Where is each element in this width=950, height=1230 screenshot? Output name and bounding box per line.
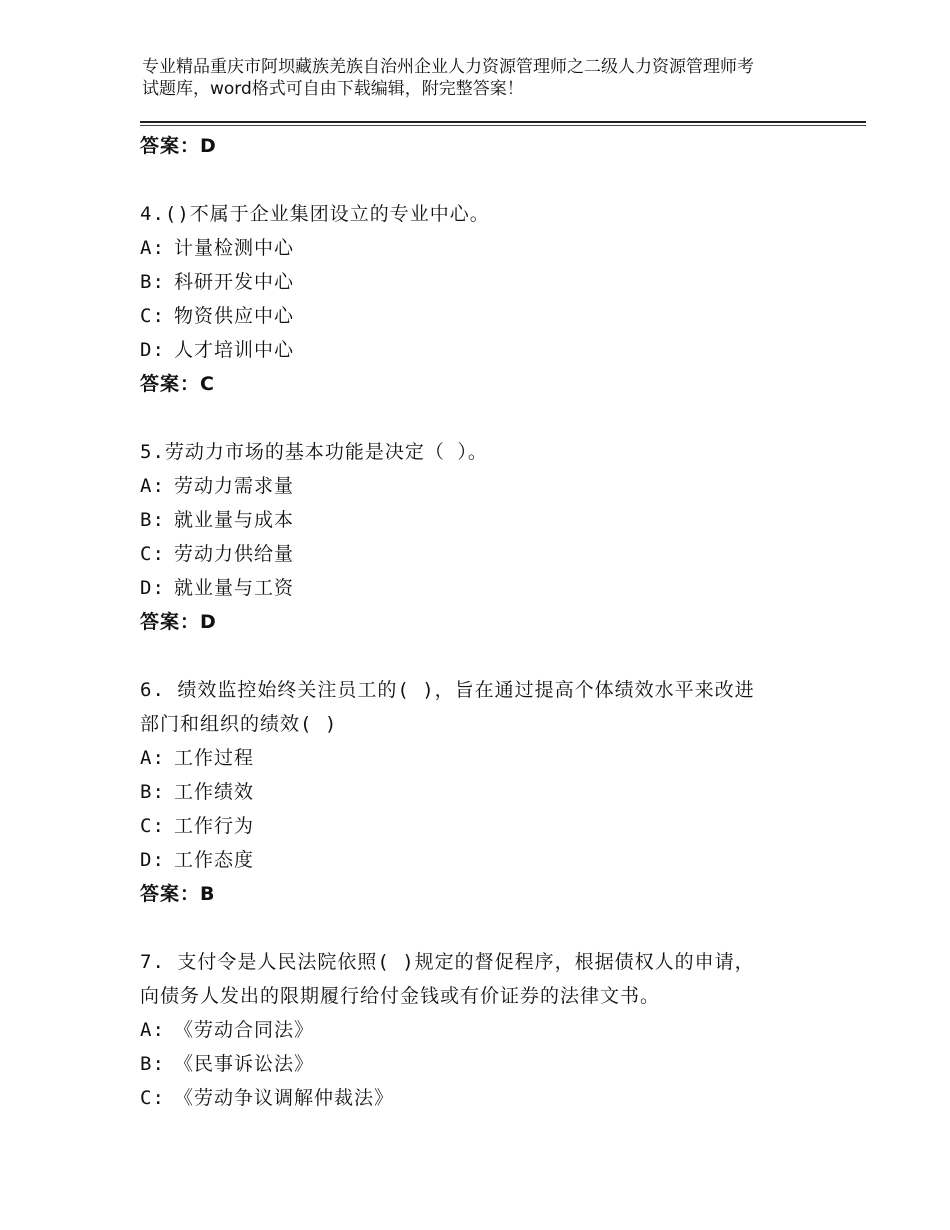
question-block: [140, 197, 860, 401]
spacer: [140, 639, 860, 673]
option-a: [140, 469, 860, 503]
option-letter: C:: [140, 543, 165, 565]
option-a: [140, 741, 860, 775]
spacer: [140, 401, 860, 435]
option-text: 就业量与工资: [174, 577, 295, 599]
option-text: 人才培训中心: [174, 339, 295, 361]
option-text: 《民事诉讼法》: [174, 1053, 315, 1075]
page-header: [142, 56, 842, 100]
option-letter: C:: [140, 815, 165, 837]
question-stem: 4.()不属于企业集团设立的专业中心。: [140, 203, 490, 225]
question-stem: 6. 绩效监控始终关注员工的( )，旨在通过提高个体绩效水平来改进: [140, 679, 755, 701]
spacer: [140, 911, 860, 945]
question-list: [140, 129, 860, 1115]
option-text: 科研开发中心: [174, 271, 295, 293]
question-block: [140, 435, 860, 639]
option-letter: B:: [140, 781, 165, 803]
answer-line: 答案：D: [140, 135, 217, 157]
header-line-2: 试题库，word格式可自由下载编辑，附完整答案！: [142, 79, 524, 99]
option-d: [140, 843, 860, 877]
option-text: 计量检测中心: [174, 237, 295, 259]
option-b: [140, 503, 860, 537]
option-c: [140, 537, 860, 571]
option-text: 就业量与成本: [174, 509, 295, 531]
option-letter: A:: [140, 475, 165, 497]
option-letter: C:: [140, 305, 165, 327]
answer-line: 答案：B: [140, 883, 216, 905]
question-stem-continued: 部门和组织的绩效( ): [140, 713, 338, 735]
question-stem: 7. 支付令是人民法院依照( )规定的督促程序，根据债权人的申请，: [140, 951, 755, 973]
option-text: 工作行为: [174, 815, 255, 837]
option-c: [140, 809, 860, 843]
option-letter: A:: [140, 747, 165, 769]
option-a: [140, 231, 860, 265]
option-text: 物资供应中心: [174, 305, 295, 327]
option-letter: B:: [140, 271, 165, 293]
option-letter: A:: [140, 237, 165, 259]
header-rule-thin: [140, 125, 866, 126]
question-block: [140, 673, 860, 911]
question-stem: 5.劳动力市场的基本功能是决定（ ）。: [140, 441, 488, 463]
option-c: [140, 1081, 860, 1115]
option-b: [140, 1047, 860, 1081]
answer-line: 答案：C: [140, 373, 215, 395]
option-b: [140, 775, 860, 809]
option-letter: C:: [140, 1087, 165, 1109]
option-b: [140, 265, 860, 299]
option-text: 工作过程: [174, 747, 255, 769]
header-line-1: 专业精品重庆市阿坝藏族羌族自治州企业人力资源管理师之二级人力资源管理师考: [142, 57, 754, 77]
option-text: 《劳动合同法》: [174, 1019, 315, 1041]
question-stem-continued: 向债务人发出的限期履行给付金钱或有价证券的法律文书。: [140, 985, 661, 1007]
option-text: 工作绩效: [174, 781, 255, 803]
answer-line: 答案：D: [140, 611, 217, 633]
option-letter: D:: [140, 849, 165, 871]
option-letter: A:: [140, 1019, 165, 1041]
option-text: 劳动力需求量: [174, 475, 295, 497]
option-c: [140, 299, 860, 333]
option-text: 《劳动争议调解仲裁法》: [174, 1087, 395, 1109]
option-a: [140, 1013, 860, 1047]
option-letter: D:: [140, 339, 165, 361]
option-letter: B:: [140, 1053, 165, 1075]
option-d: [140, 571, 860, 605]
option-letter: B:: [140, 509, 165, 531]
option-letter: D:: [140, 577, 165, 599]
header-rule-thick: [140, 121, 866, 123]
option-text: 工作态度: [174, 849, 255, 871]
option-d: [140, 333, 860, 367]
option-text: 劳动力供给量: [174, 543, 295, 565]
question-block: [140, 945, 860, 1115]
spacer: [140, 163, 860, 197]
